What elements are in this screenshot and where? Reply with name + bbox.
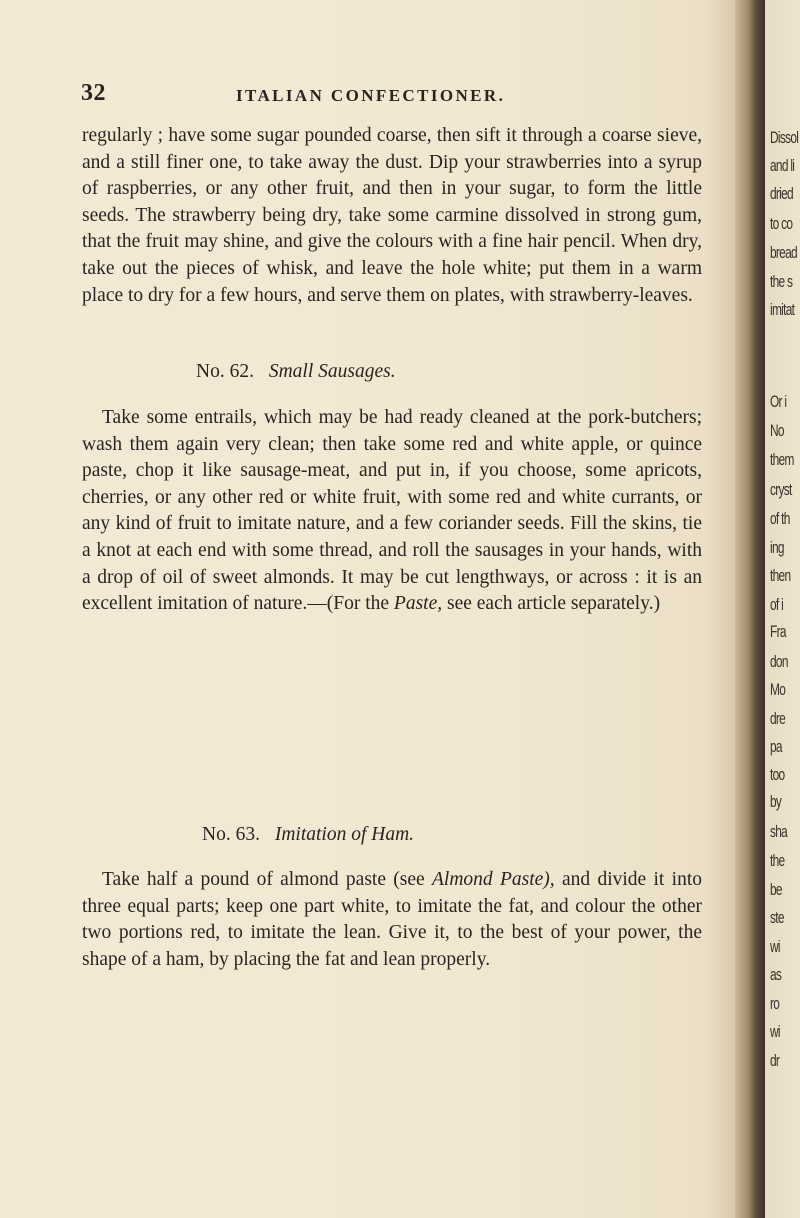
next-page-fragment: be (770, 880, 782, 899)
next-page-fragment: Or i (770, 392, 787, 411)
next-page-fragment: dr (770, 1051, 780, 1070)
next-page-fragment: dried (770, 184, 793, 203)
next-page-fragment: and li (770, 156, 795, 175)
next-page-fragment: too (770, 765, 785, 784)
next-page-fragment: don (770, 652, 788, 671)
section-title: Small Sausages. (268, 361, 396, 382)
paragraph-imitation-of-ham (82, 867, 702, 973)
emphasis-almond-paste: Almond Paste), (432, 869, 555, 890)
next-page-fragment: by (770, 792, 782, 811)
next-page-fragment: then (770, 566, 791, 585)
next-page-fragment: dre (770, 709, 786, 728)
book-gutter (735, 0, 765, 1218)
paragraph-text-part: and divide it into three equal parts; keep one part white, to imitate the fat, and colour the other two portions red, to imitate the lean. Give it, to the best of your power, the shape of a ham, by placing the fat and lean properly. (82, 869, 702, 970)
next-page-fragment: pa (770, 737, 782, 756)
paragraph-text: regularly ; have some sugar pounded coarse, then sift it through a coarse sieve, and a still finer one, to take away the dust. Dip your strawberries into a syrup of raspberries, or any other fruit, and then in your sugar, to form the little seeds. The strawberry being dry, take some carmine dissolved in strong gum, that the fruit may shine, and give the colours with a fine hair pencil. When dry, take out the pieces of whisk, and leave the hole white; put them in a warm place to dry for a few hours, and serve them on plates, with strawberry-leaves. (82, 125, 702, 306)
section-heading-63 (202, 824, 414, 846)
emphasis-paste: Paste, (393, 593, 443, 615)
next-page-fragment: bread (770, 243, 797, 262)
next-page-fragment: No (770, 421, 784, 440)
paragraph-text (82, 867, 702, 973)
next-page-fragment: ste (770, 908, 784, 927)
next-page-fragment: sha (770, 822, 788, 841)
next-page-fragment: Mo (770, 680, 786, 699)
next-page-fragment: wi (770, 937, 780, 956)
next-page-fragment: imitat (770, 300, 795, 319)
next-page-fragment: to co (770, 214, 793, 233)
next-page-fragment: of th (770, 509, 790, 528)
next-page-fragment: Fra (770, 622, 786, 641)
next-page-fragment: wi (770, 1022, 780, 1041)
next-page-fragment: the (770, 851, 785, 870)
next-page-fragment: as (770, 965, 782, 984)
running-head (0, 80, 735, 120)
page-number: 32 (81, 80, 106, 106)
running-title: ITALIAN CONFECTIONER. (236, 86, 506, 105)
section-title: Imitation of Ham. (274, 824, 415, 845)
paragraph-continued (82, 123, 702, 309)
paragraph-small-sausages (82, 405, 702, 618)
paragraph-text-part: see each article separately.) (442, 593, 661, 615)
next-page-fragment: Dissol (770, 128, 799, 147)
paragraph-text-part: Take some entrails, which may be had ready cleaned at the pork-butchers; wash them again very clean; then take some red and white apple, or quince paste, chop it like sausage-meat, and put in, if you choose, some apricots, cherries, or any other red or white fruit, with some red and white currants, or any kind of fruit to imitate nature, and a few coriander seeds. Fill the skins, tie a knot at each end with some thread, and roll the sausages in your hands, with a drop of oil of sweet almonds. It may be cut lengthways, or across : it is an excellent imitation of nature.—(For the (82, 407, 702, 615)
next-page-fragment: the s (770, 272, 793, 291)
section-number: No. 62. (196, 361, 254, 382)
next-page-fragment: them (770, 450, 794, 469)
section-number: No. 63. (202, 824, 260, 845)
next-page-fragment: ro (770, 994, 780, 1013)
next-page-fragment: ing (770, 538, 784, 557)
next-page-fragment: cryst (770, 480, 792, 499)
next-page-edge (765, 0, 800, 1218)
next-page-fragment: of i (770, 595, 784, 614)
section-heading-62 (196, 361, 396, 383)
paragraph-text (82, 405, 702, 618)
paragraph-text-part: Take half a pound of almond paste (see (102, 869, 433, 890)
